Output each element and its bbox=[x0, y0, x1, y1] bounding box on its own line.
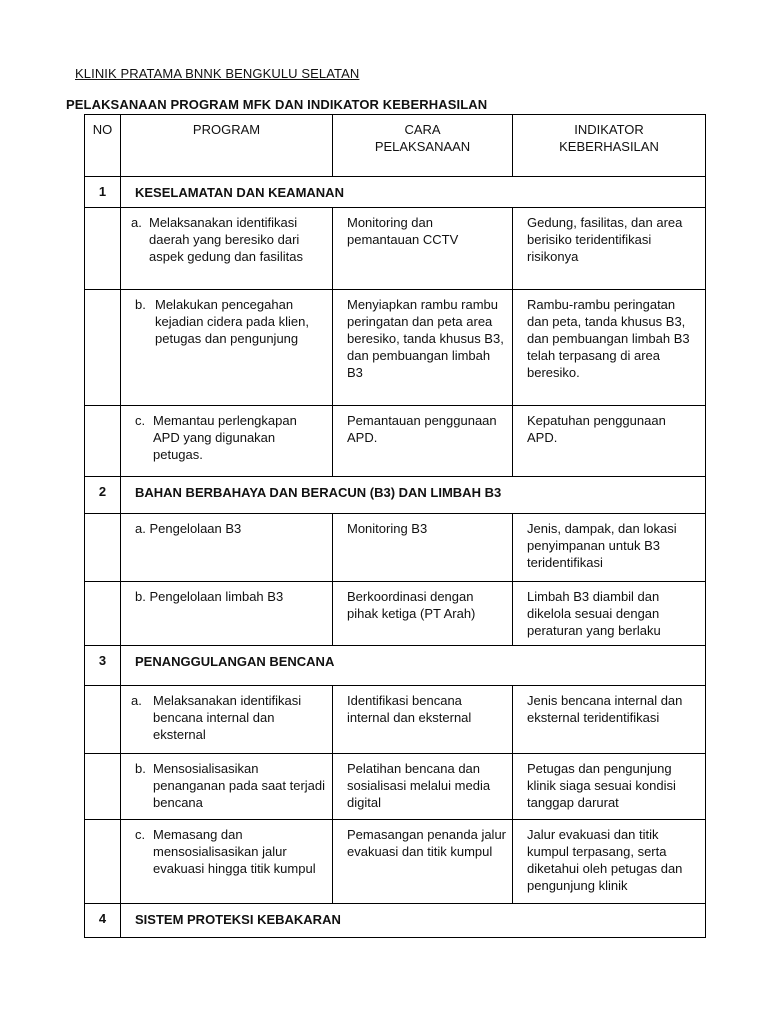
section-title: KESELAMATAN DAN KEAMANAN bbox=[121, 177, 706, 208]
item-marker: b. bbox=[135, 589, 146, 604]
cara-cell: Identifikasi bencana internal dan eksternal bbox=[333, 686, 513, 754]
cara-cell: Pemasangan penanda jalur evakuasi dan titik kumpul bbox=[333, 820, 513, 904]
program-text: Memasang dan mensosialisasikan jalur evakuasi hingga titik kumpul bbox=[153, 827, 316, 876]
column-header-program: PROGRAM bbox=[121, 115, 333, 177]
column-header-no: NO bbox=[85, 115, 121, 177]
table-row bbox=[85, 290, 706, 406]
item-marker: b. bbox=[135, 761, 146, 776]
section-row bbox=[85, 646, 706, 686]
section-number: 4 bbox=[85, 904, 121, 938]
number-cell bbox=[85, 406, 121, 477]
indikator-cell: Rambu-rambu peringatan dan peta, tanda khusus B3, dan pembuangan limbah B3 telah terpasang di area beresiko. bbox=[513, 290, 706, 406]
table-row bbox=[85, 406, 706, 477]
section-number: 3 bbox=[85, 646, 121, 686]
cara-cell: Menyiapkan rambu rambu peringatan dan peta area beresiko, tanda khusus B3, dan pembuangan limbah B3 bbox=[333, 290, 513, 406]
program-cell bbox=[121, 208, 333, 290]
item-marker: b. bbox=[135, 297, 146, 312]
cara-cell: Monitoring dan pemantauan CCTV bbox=[333, 208, 513, 290]
item-marker: a. bbox=[131, 215, 142, 230]
program-text: Melaksanakan identifikasi bencana internal dan eksternal bbox=[153, 693, 302, 742]
number-cell bbox=[85, 290, 121, 406]
program-text: Pengelolaan limbah B3 bbox=[149, 589, 284, 604]
cara-cell: Berkoordinasi dengan pihak ketiga (PT Arah) bbox=[333, 582, 513, 646]
program-cell bbox=[121, 582, 333, 646]
cara-cell: Pemantauan penggunaan APD. bbox=[333, 406, 513, 477]
table-row bbox=[85, 208, 706, 290]
table-row bbox=[85, 514, 706, 582]
column-header-cara-line2: PELAKSANAAN bbox=[374, 139, 471, 154]
table-header-row bbox=[85, 115, 706, 177]
section-number: 1 bbox=[85, 177, 121, 208]
item-marker: c. bbox=[135, 827, 146, 842]
program-cell bbox=[121, 290, 333, 406]
indikator-cell: Limbah B3 diambil dan dikelola sesuai dengan peraturan yang berlaku bbox=[513, 582, 706, 646]
indikator-cell: Jalur evakuasi dan titik kumpul terpasang, serta diketahui oleh petugas dan pengunjung klinik bbox=[513, 820, 706, 904]
program-table bbox=[84, 114, 706, 938]
indikator-cell: Petugas dan pengunjung klinik siaga sesuai kondisi tanggap darurat bbox=[513, 754, 706, 820]
number-cell bbox=[85, 686, 121, 754]
section-row bbox=[85, 177, 706, 208]
number-cell bbox=[85, 208, 121, 290]
section-row bbox=[85, 904, 706, 938]
number-cell bbox=[85, 820, 121, 904]
number-cell bbox=[85, 754, 121, 820]
section-row bbox=[85, 477, 706, 514]
column-header-cara bbox=[333, 115, 513, 177]
program-text: Memantau perlengkapan APD yang digunakan petugas. bbox=[153, 413, 297, 462]
table-row bbox=[85, 686, 706, 754]
cara-cell: Monitoring B3 bbox=[333, 514, 513, 582]
program-cell bbox=[121, 820, 333, 904]
program-text: Pengelolaan B3 bbox=[149, 521, 242, 536]
table-row bbox=[85, 820, 706, 904]
program-cell bbox=[121, 754, 333, 820]
cara-cell: Pelatihan bencana dan sosialisasi melalui media digital bbox=[333, 754, 513, 820]
item-marker: a. bbox=[131, 693, 142, 708]
indikator-cell: Gedung, fasilitas, dan area berisiko teridentifikasi risikonya bbox=[513, 208, 706, 290]
table-row bbox=[85, 754, 706, 820]
indikator-cell: Kepatuhan penggunaan APD. bbox=[513, 406, 706, 477]
section-title: SISTEM PROTEKSI KEBAKARAN bbox=[121, 904, 706, 938]
program-text: Melaksanakan identifikasi daerah yang beresiko dari aspek gedung dan fasilitas bbox=[149, 215, 303, 264]
indikator-cell: Jenis bencana internal dan eksternal teridentifikasi bbox=[513, 686, 706, 754]
section-title: PENANGGULANGAN BENCANA bbox=[121, 646, 706, 686]
table-row bbox=[85, 582, 706, 646]
number-cell bbox=[85, 582, 121, 646]
program-cell bbox=[121, 686, 333, 754]
item-marker: c. bbox=[135, 413, 146, 428]
item-marker: a. bbox=[135, 521, 146, 536]
document-title: PELAKSANAAN PROGRAM MFK DAN INDIKATOR KEBERHASILAN bbox=[66, 97, 488, 112]
column-header-indikator-line2: KEBERHASILAN bbox=[559, 139, 659, 154]
indikator-cell: Jenis, dampak, dan lokasi penyimpanan untuk B3 teridentifikasi bbox=[513, 514, 706, 582]
column-header-cara-line1: CARA bbox=[404, 122, 441, 137]
document-header: KLINIK PRATAMA BNNK BENGKULU SELATAN bbox=[75, 66, 360, 81]
number-cell bbox=[85, 514, 121, 582]
section-number: 2 bbox=[85, 477, 121, 514]
program-text: Melakukan pencegahan kejadian cidera pada klien, petugas dan pengunjung bbox=[155, 297, 309, 346]
column-header-indikator-line1: INDIKATOR bbox=[574, 122, 644, 137]
column-header-indikator bbox=[513, 115, 706, 177]
program-cell bbox=[121, 514, 333, 582]
program-text: Mensosialisasikan penanganan pada saat terjadi bencana bbox=[153, 761, 326, 810]
program-cell bbox=[121, 406, 333, 477]
section-title: BAHAN BERBAHAYA DAN BERACUN (B3) DAN LIMBAH B3 bbox=[121, 477, 706, 514]
